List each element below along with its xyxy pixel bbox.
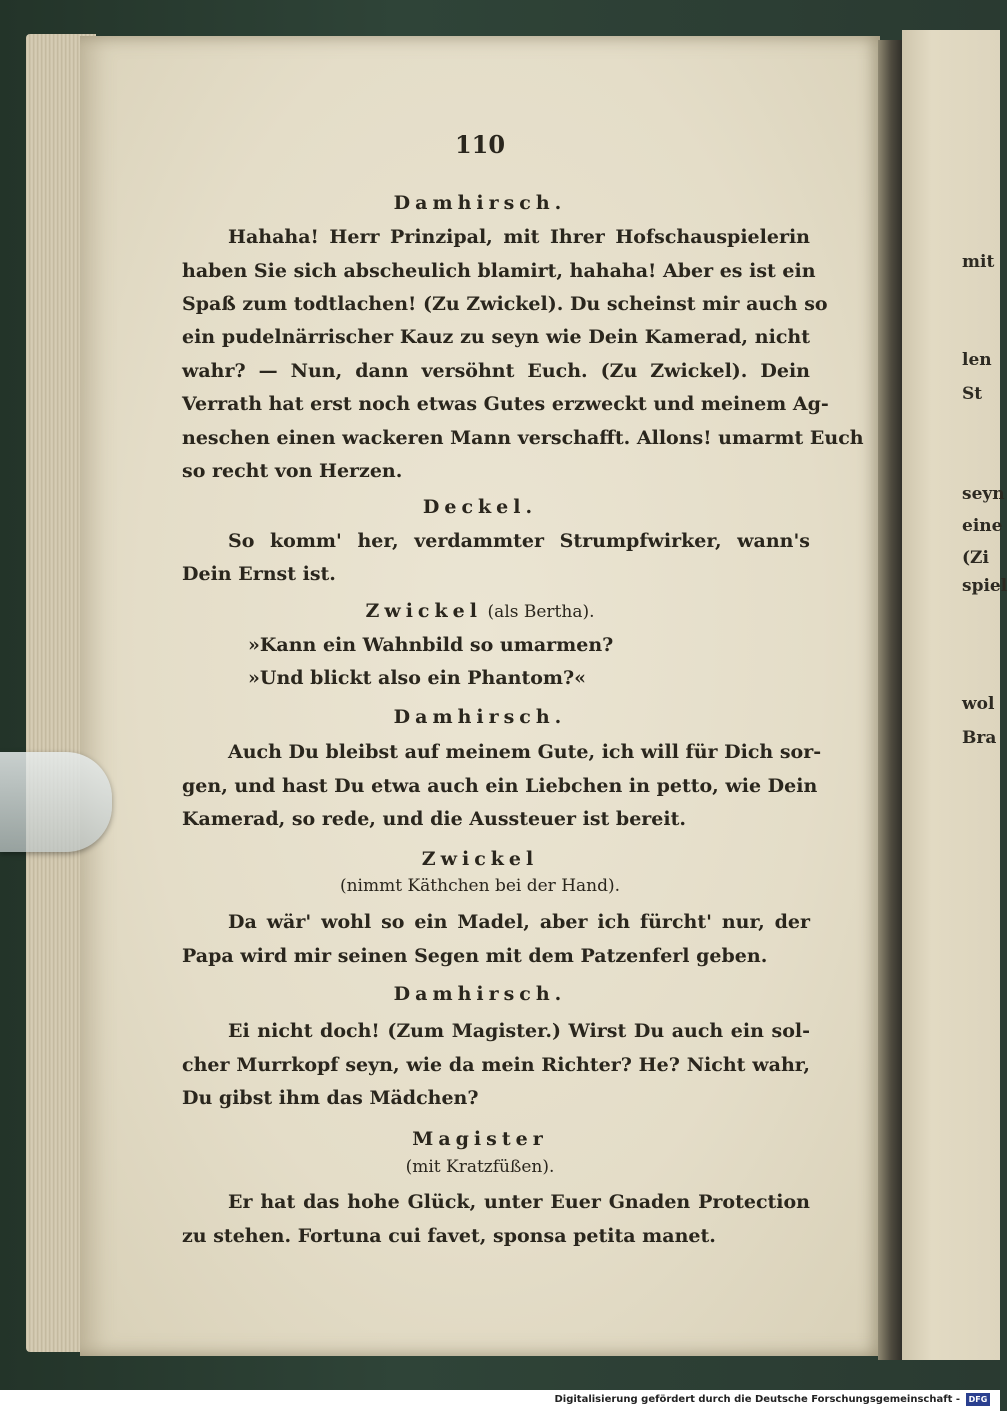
facing-page-fragment: wol	[962, 694, 995, 714]
speaker-name: Magister	[412, 1128, 548, 1150]
text-line: zu stehen. Fortuna cui favet, sponsa petita manet.	[182, 1225, 716, 1247]
speaker-name: Zwickel	[365, 600, 482, 622]
facing-page-fragment: Bra	[962, 728, 997, 748]
text-line: Ei nicht doch! (Zum Magister.) Wirst Du auch ein sol-	[228, 1020, 810, 1042]
facing-page-fragment: spiel	[962, 576, 1007, 596]
facing-page-fragment: seyn	[962, 484, 1005, 504]
stage-direction: (mit Kratzfüßen).	[405, 1157, 555, 1177]
book-gutter	[878, 40, 904, 1360]
text-line: so recht von Herzen.	[182, 460, 403, 482]
speaker-name: Zwickel	[421, 848, 539, 870]
speaker-name: Damhirsch.	[393, 706, 567, 728]
speaker-name: Deckel.	[422, 496, 538, 518]
speaker-heading	[80, 600, 880, 622]
text-line: Papa wird mir seinen Segen mit dem Patzenferl geben.	[182, 945, 768, 967]
facing-page-fragment: St	[962, 384, 983, 404]
text-line: Er hat das hohe Glück, unter Euer Gnaden Protection	[228, 1191, 810, 1213]
text-line: Spaß zum todtlachen! (Zu Zwickel). Du scheinst mir auch so	[182, 293, 828, 315]
footer-credit: Digitalisierung gefördert durch die Deutsche Forschungsgemeinschaft -	[554, 1394, 960, 1405]
text-line: cher Murrkopf seyn, wie da mein Richter? He? Nicht wahr,	[182, 1054, 810, 1076]
text-line: Du gibst ihm das Mädchen?	[182, 1087, 479, 1109]
text-line: Da wär' wohl so ein Madel, aber ich fürcht' nur, der	[228, 911, 810, 933]
stage-direction: (nimmt Käthchen bei der Hand).	[339, 876, 621, 896]
text-line: Kamerad, so rede, und die Aussteuer ist bereit.	[182, 808, 687, 830]
facing-page	[902, 30, 1007, 1360]
text-line: wahr? — Nun, dann versöhnt Euch. (Zu Zwickel). Dein	[182, 360, 810, 382]
facing-page-fragment: (Zi	[962, 548, 989, 568]
text-line: So komm' her, verdammter Strumpfwirker, wann's	[228, 530, 810, 552]
text-line: Verrath hat erst noch etwas Gutes erzweckt und meinem Ag-	[182, 393, 829, 415]
facing-page-fragment: len	[962, 350, 992, 370]
dfg-logo: DFG	[966, 1393, 990, 1406]
verse-line: »Kann ein Wahnbild so umarmen?	[248, 634, 614, 656]
verse-line: »Und blickt also ein Phantom?«	[248, 667, 587, 689]
text-line: gen, und hast Du etwa auch ein Liebchen in petto, wie Dein	[182, 775, 818, 797]
speaker-name: Damhirsch.	[393, 983, 567, 1005]
facing-page-fragment: eine	[962, 516, 1003, 536]
speaker-name: Damhirsch.	[393, 192, 567, 214]
facing-page-fragment: mit	[962, 252, 995, 272]
text-line: neschen einen wackeren Mann verschafft. Allons! umarmt Euch	[182, 427, 864, 449]
text-line: ein pudelnärrischer Kauz zu seyn wie Dein Kamerad, nicht	[182, 326, 810, 348]
text-line: Hahaha! Herr Prinzipal, mit Ihrer Hofschauspielerin	[228, 226, 810, 248]
page-clip	[0, 752, 112, 852]
stage-direction: (als Bertha).	[487, 602, 595, 622]
text-line: haben Sie sich abscheulich blamirt, hahaha! Aber es ist ein	[182, 260, 816, 282]
text-line: Dein Ernst ist.	[182, 563, 336, 585]
text-line: Auch Du bleibst auf meinem Gute, ich will für Dich sor-	[228, 741, 822, 763]
page-number: 110	[454, 130, 506, 159]
